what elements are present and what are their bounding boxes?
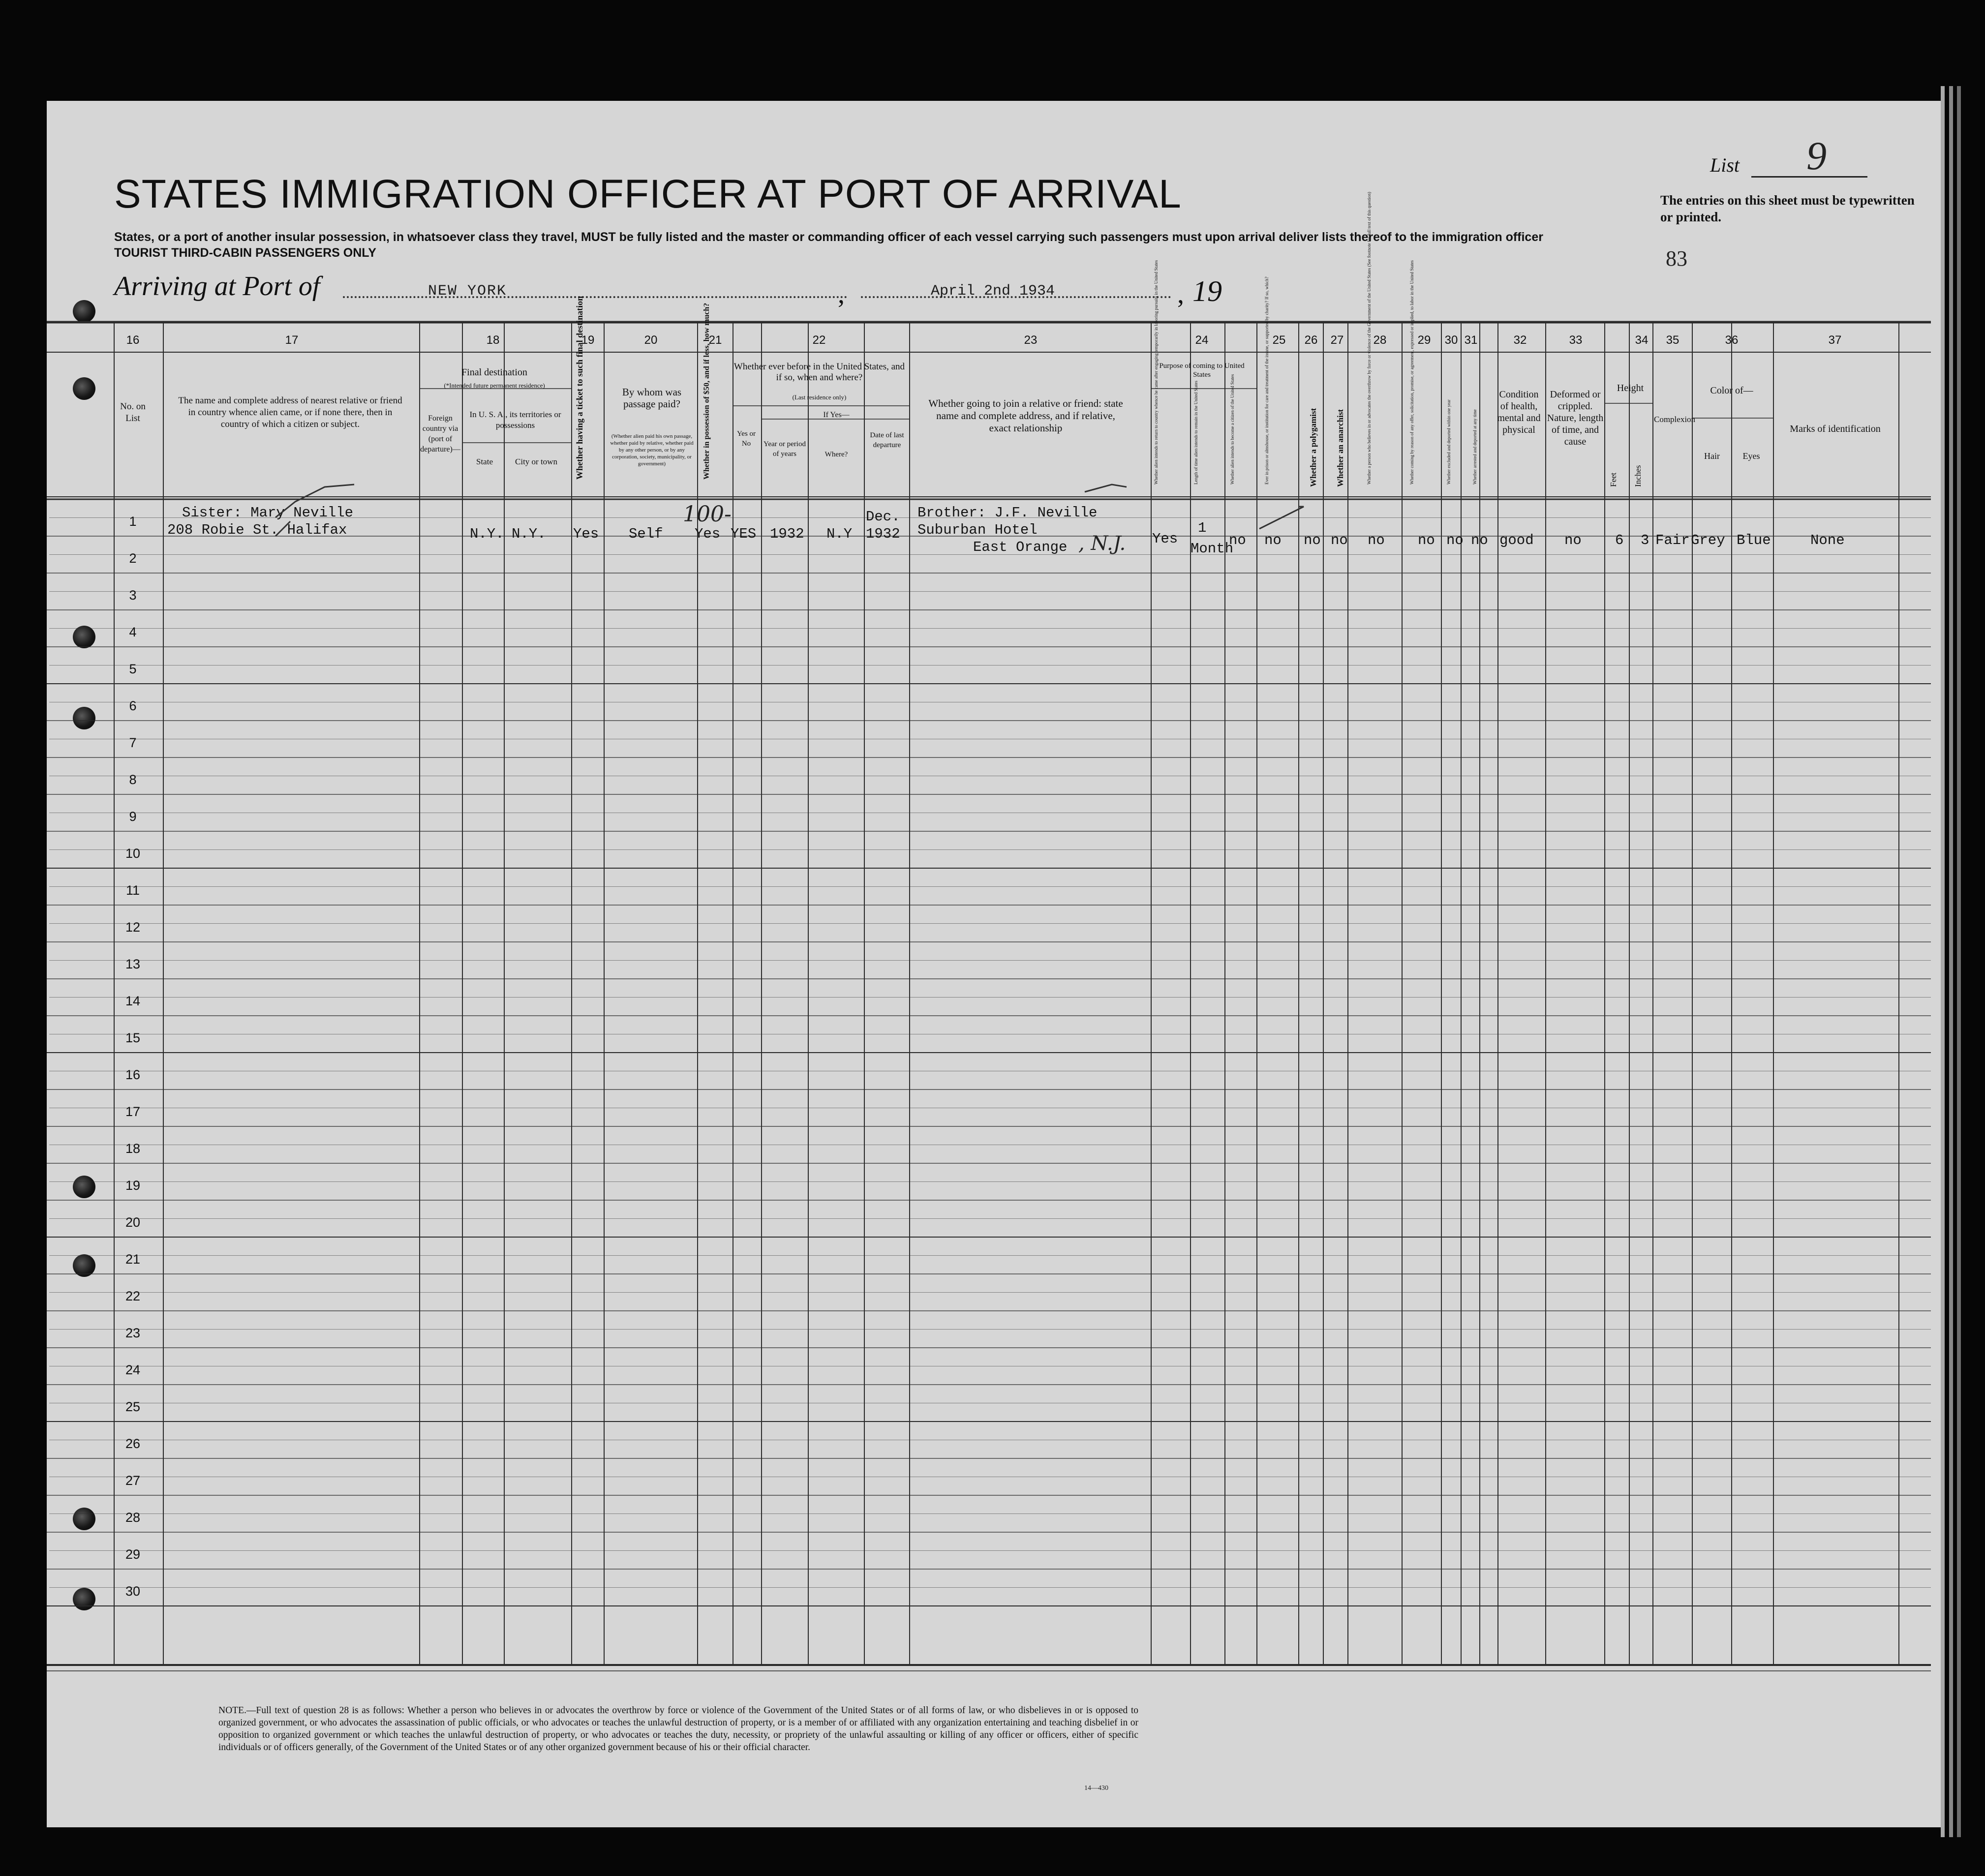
- row-number: 7: [129, 735, 137, 750]
- header-relative-abroad: The name and complete address of nearest relative or friend in country whence alien came, or if none there, then in country of which a citizen or subject.: [178, 395, 402, 429]
- passage-paid-by: Self: [629, 526, 663, 542]
- relative-abroad-line1: Sister: Mary Neville: [182, 505, 354, 521]
- row-number: 3: [129, 588, 137, 603]
- header-anarchist: Whether an anarchist: [1336, 409, 1345, 487]
- q28-answer: no: [1368, 532, 1385, 548]
- entries-note: The entries on this sheet must be typewritten or printed.: [1660, 193, 1915, 224]
- row-number: 22: [125, 1289, 141, 1303]
- row-number: 8: [129, 772, 137, 787]
- row-number: 15: [125, 1030, 141, 1045]
- complexion-answer: Fair: [1655, 532, 1690, 548]
- purpose-return: Yes: [1152, 531, 1178, 547]
- height-inches: 3: [1641, 532, 1649, 548]
- header-final-destination: Final destination: [461, 367, 527, 378]
- destination-city: N.Y.: [512, 526, 546, 542]
- row-number: 10: [125, 846, 141, 861]
- row-number: 29: [125, 1547, 141, 1562]
- header-no-on-list: No. on List: [120, 401, 146, 424]
- header-date-departure: Date of last departure: [870, 431, 904, 449]
- footnote: NOTE.—Full text of question 28 is as follows: Whether a person who believes in or advocates the overthrow by force or violence of the Government of the United States or of all forms of law, or who disbelieves in or is opposed to organized government, or who advocates the assassination of public officials, or who advocates or teaches the unlawful destruction of property, or is a member of or affiliated with any organization entertaining and teaching disbelief in or opposition to organized government or which teaches the unlawful destruction of property, or who advocates or teaches the duty, necessity, or propriety of the unlawful assaulting or killing of any officer or officers, either of specific individuals or of officers generally, of the Government of the United States or of any other organized government because of his or their official character.: [218, 1705, 1138, 1753]
- eye-color: Blue: [1737, 532, 1771, 548]
- header-year-period: Year or period of years: [763, 440, 806, 458]
- arrival-date: April 2nd 1934: [931, 283, 1055, 300]
- departure-month: Dec.: [866, 509, 900, 525]
- fifty-dollars-handwritten: 100-: [683, 502, 732, 527]
- destination-state: N.Y.: [470, 526, 504, 542]
- column-number: 25: [1272, 333, 1286, 347]
- column-number: 37: [1828, 333, 1842, 347]
- header-in-usa: In U. S. A., its territories or possessions: [469, 410, 561, 430]
- row-number: 24: [125, 1362, 141, 1377]
- marks-answer: None: [1810, 532, 1845, 548]
- column-number: 28: [1373, 333, 1387, 347]
- before-in-us-where: N.Y: [826, 526, 853, 542]
- row-number: 1: [129, 514, 137, 529]
- arriving-label: Arriving at Port of: [114, 271, 320, 302]
- column-number: 23: [1024, 333, 1038, 347]
- list-label: List: [1710, 154, 1740, 176]
- header-where: Where?: [825, 451, 848, 458]
- row-number: 6: [129, 698, 137, 713]
- row-number: 13: [125, 957, 141, 971]
- become-citizen: no: [1229, 532, 1246, 548]
- column-number: 26: [1304, 333, 1318, 347]
- header-passage-paid: By whom was passage paid?: [622, 386, 682, 410]
- header-polygamist: Whether a polygamist: [1309, 408, 1318, 487]
- row-number: 17: [125, 1104, 141, 1119]
- column-number: 34: [1635, 333, 1649, 347]
- row-number: 23: [125, 1326, 141, 1340]
- column-number: 27: [1330, 333, 1344, 347]
- row-number: 20: [125, 1215, 141, 1230]
- anarchist-answer: no: [1331, 532, 1348, 548]
- form-code: 14—430: [1084, 1785, 1108, 1792]
- column-number: 18: [486, 333, 500, 347]
- row-number: 26: [125, 1436, 141, 1451]
- header-hair: Hair: [1704, 451, 1720, 461]
- header-feet: Feet: [1609, 472, 1618, 487]
- header-final-destination-note: (*Intended future permanent residence): [444, 382, 545, 389]
- header-before-in-us: Whether ever before in the United States, and if so, when and where?: [733, 362, 905, 383]
- row-number: 19: [125, 1178, 141, 1193]
- before-in-us-year: 1932: [770, 526, 804, 542]
- joining-relative-handwritten: , N.J.: [1078, 532, 1126, 555]
- q29-answer: no: [1418, 532, 1435, 548]
- year-prefix: 19: [1192, 275, 1222, 307]
- row-number: 25: [125, 1399, 141, 1414]
- hair-color: Grey: [1691, 532, 1725, 548]
- joining-relative-line3: East Orange: [973, 539, 1068, 555]
- q30-answer: no: [1446, 532, 1464, 548]
- column-number: 30: [1444, 333, 1458, 347]
- header-marks: Marks of identification: [1790, 424, 1881, 434]
- health-answer: good: [1499, 532, 1534, 548]
- row-number: 4: [129, 625, 137, 639]
- row-number: 2: [129, 551, 137, 566]
- row-number: 12: [125, 920, 141, 935]
- header-foreign-country: Foreign country via (port of departure)—: [420, 414, 460, 454]
- header-purpose-citizen: Whether alien intends to become a citizen of the United States: [1230, 374, 1235, 484]
- column-number: 31: [1464, 333, 1478, 347]
- header-deformed: Deformed or crippled. Nature, length of time, and cause: [1547, 389, 1604, 447]
- form-title: STATES IMMIGRATION OFFICER AT PORT OF ARRIVAL: [114, 172, 1182, 216]
- column-number: 24: [1195, 333, 1209, 347]
- list-number: 9: [1806, 133, 1827, 178]
- header-height: Height: [1617, 383, 1644, 393]
- row-number: 21: [125, 1252, 141, 1267]
- header-yes-no: Yes or No: [736, 430, 756, 448]
- before-in-us-answer: YES: [731, 526, 757, 542]
- q31-answer: no: [1471, 532, 1488, 548]
- row-number: 27: [125, 1473, 141, 1488]
- port-value: NEW YORK: [428, 283, 507, 300]
- length-of-stay-unit: Month: [1191, 541, 1234, 557]
- header-last-residence: (Last residence only): [792, 393, 847, 401]
- separator: ,: [1177, 279, 1184, 309]
- header-health: Condition of health, mental and physical: [1497, 389, 1541, 435]
- joining-relative-line1: Brother: J.F. Neville: [917, 505, 1098, 521]
- column-number: 21: [708, 333, 722, 347]
- header-q30: Whether excluded and deported within one year: [1446, 399, 1451, 484]
- row-number: 28: [125, 1510, 141, 1525]
- row-number: 11: [125, 883, 140, 898]
- row-number: 9: [129, 809, 137, 824]
- column-number: 19: [581, 333, 595, 347]
- header-fifty-dollars: Whether in possession of $50, and if less, how much?: [702, 303, 711, 480]
- column-number: 29: [1417, 333, 1431, 347]
- deformed-answer: no: [1564, 532, 1582, 548]
- class-note: TOURIST THIRD-CABIN PASSENGERS ONLY: [114, 246, 376, 260]
- header-inches: Inches: [1633, 465, 1643, 487]
- header-purpose-length: Length of time alien intends to remain in the United States: [1193, 381, 1198, 484]
- separator: ,: [838, 279, 845, 309]
- relative-abroad-line2: 208 Robie St. Halifax: [167, 522, 347, 538]
- row-number: 5: [129, 662, 137, 676]
- header-q31: Whether arrested and deported at any time: [1472, 409, 1477, 484]
- column-number: 20: [644, 333, 658, 347]
- row-number: 14: [125, 994, 141, 1008]
- header-purpose: Purpose of coming to United States: [1159, 362, 1245, 379]
- column-number: 32: [1513, 333, 1527, 347]
- header-city: City or town: [515, 457, 557, 466]
- form-subtitle: States, or a port of another insular possession, in whatsoever class they travel, MUST be fully listed and the master or commanding officer of each vessel carrying such passengers must upon arrival deliver lists thereof to the immigration officer: [114, 230, 1543, 244]
- column-number: 36: [1725, 333, 1739, 347]
- fifty-dollars-answer: Yes: [695, 526, 721, 542]
- header-passage-note: (Whether alien paid his own passage, whether paid by relative, whether paid by any other person, or by any corporation, society, municipality, or government): [610, 433, 694, 467]
- column-number: 22: [812, 333, 826, 347]
- column-number: 33: [1569, 333, 1583, 347]
- header-joining-relative: Whether going to join a relative or friend: state name and complete address, and if relative, exact relationship: [928, 397, 1123, 434]
- length-of-stay: 1: [1198, 520, 1207, 536]
- header-if-yes: If Yes—: [823, 411, 850, 419]
- row-number: 30: [125, 1584, 141, 1599]
- header-complexion: Complexion: [1654, 415, 1696, 424]
- polygamist-answer: no: [1304, 532, 1321, 548]
- ticket-answer: Yes: [573, 526, 599, 542]
- sheet-number: 83: [1666, 246, 1687, 271]
- header-eyes: Eyes: [1742, 451, 1760, 461]
- prison-answer: no: [1264, 532, 1282, 548]
- header-state: State: [476, 457, 493, 466]
- departure-year: 1932: [866, 526, 900, 542]
- header-ticket: Whether having a ticket to such final destination: [575, 296, 584, 480]
- header-color-of: Color of—: [1710, 385, 1753, 396]
- height-feet: 6: [1615, 532, 1624, 548]
- column-number: 17: [285, 333, 299, 347]
- header-prison: Ever in prison or almshouse, or institution for care and treatment of the insane, or supported by charity? If so, which?: [1264, 276, 1269, 484]
- column-number: 16: [126, 333, 140, 347]
- row-number: 16: [125, 1067, 141, 1082]
- joining-relative-line2: Suburban Hotel: [917, 522, 1038, 538]
- row-number: 18: [125, 1141, 141, 1156]
- column-number: 35: [1666, 333, 1680, 347]
